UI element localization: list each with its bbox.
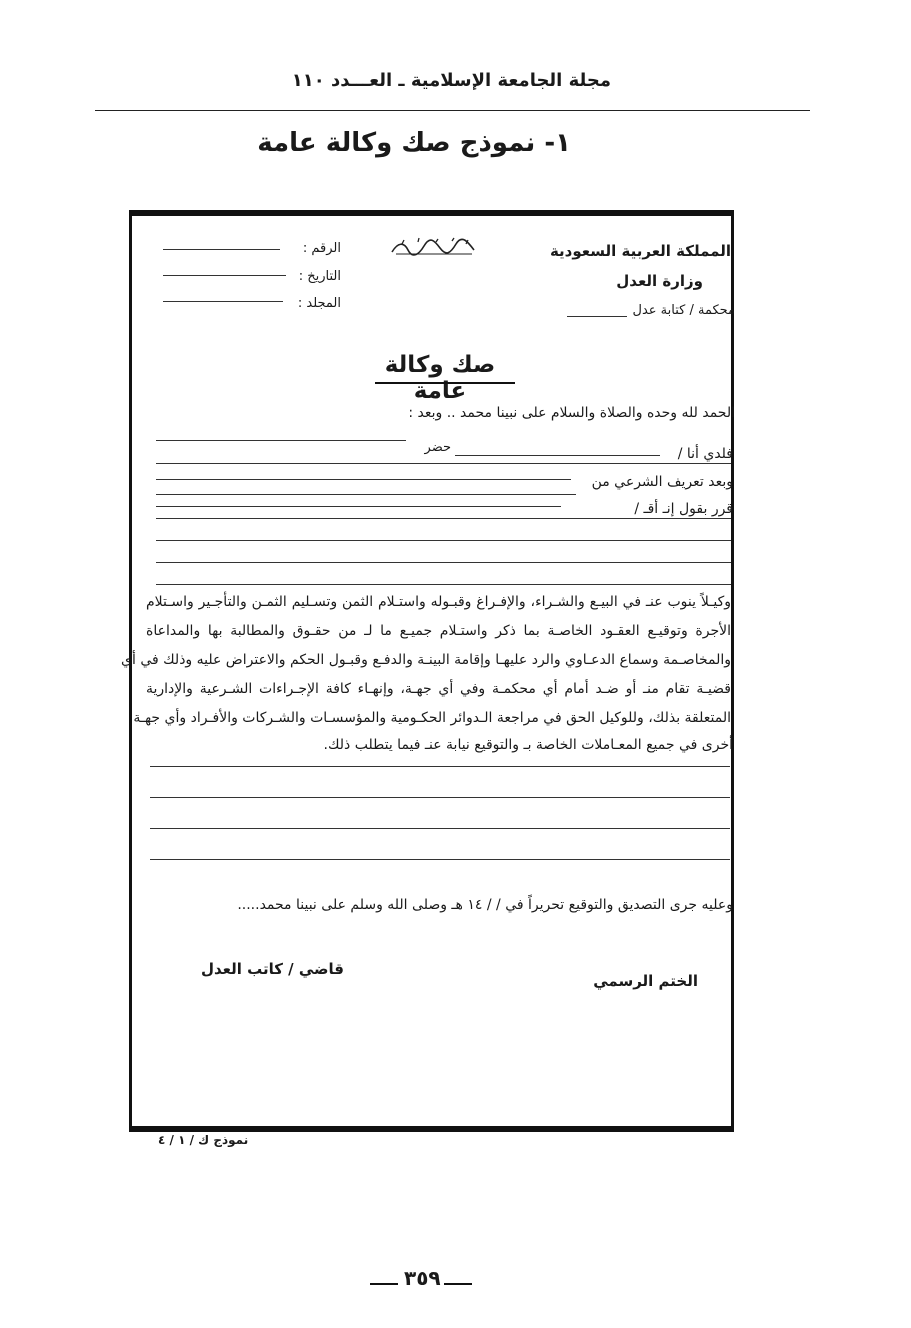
official-seal-label: الختم الرسمي (593, 972, 698, 990)
page-number-dash-right (444, 1283, 472, 1285)
number-blank-line (163, 249, 280, 250)
identify-line: وبعد تعريف الشرعي من (591, 474, 733, 490)
fill-line-2 (156, 479, 571, 480)
kingdom-label: المملكة العربية السعودية (549, 242, 731, 260)
ministry-label: وزارة العدل (616, 272, 703, 290)
body-line-3: والمخاصـمة وسماع الدعـاوي والرد عليهـا وإقامة البينـة والدفـع وقبـول الحكم والاعتراض عليه وذلك في أي (121, 652, 731, 668)
body-line-1: وكيـلاً ينوب عنـ في البيـع والشـراء، والإفـراغ وقبـوله واستـلام الثمن وتسـليم الثمـن والتأجـير واسـتلام (146, 594, 731, 610)
form-frame (121, 210, 734, 1132)
present-suffix: حضر (424, 440, 451, 455)
opening-line: الحمد لله وحده والصلاة والسلام على نبينا محمد .. وبعد : (408, 405, 735, 421)
basmala-ornament-icon (388, 236, 478, 258)
fill-line-4 (156, 506, 561, 507)
document-title: صك وكالة عامة (384, 352, 496, 404)
fill-line-11 (150, 828, 730, 829)
number-label: الرقم : (302, 241, 341, 256)
fill-line-6 (156, 540, 731, 541)
fill-line-1 (156, 463, 731, 464)
body-line-2: الأجرة وتوقيـع العقـود الخاصـة بما ذكر واستـلام جميـع ما لـ من حقـوق والمطالبة بها والمداعاة (146, 623, 731, 639)
declared-line: قرر بقول إنـ أقـ / (634, 501, 733, 517)
date-blank-line (163, 275, 286, 276)
closing-line: وعليه جرى التصديق والتوقيع تحريراً في / / ١٤ هـ وصلى الله وسلم على نبينا محمد..... (237, 897, 733, 913)
form-code: نموذج ك / ١ / ٤ (158, 1133, 249, 1147)
court-blank-line (567, 316, 627, 317)
fill-line-8 (156, 584, 731, 585)
judge-notary-label: قاضي / كاتب العدل (200, 960, 344, 978)
fill-line-3 (156, 494, 576, 495)
journal-header: مجلة الجامعة الإسلامية ـ العـــدد ١١٠ (291, 70, 611, 91)
volume-blank-line (163, 301, 283, 302)
fill-line-9 (150, 766, 730, 767)
page-number: ٣٥٩ (404, 1266, 441, 1290)
document-title-underline (375, 382, 515, 384)
present-prefix: فلدي أنا / (677, 446, 733, 462)
fill-line-10 (150, 797, 730, 798)
header-rule (95, 110, 810, 111)
page-number-dash-left (370, 1283, 398, 1285)
body-line-4: قضيـة تقام منـ أو ضـد أمام أي محكمـة وفي أي جهـة، وإنهـاء كافة الإجـراءات الشـرعية والإدارية (146, 681, 731, 697)
section-title: ١- نموذج صك وكالة عامة (257, 128, 571, 158)
fill-line-5 (156, 518, 731, 519)
attendee-blank-line (156, 440, 406, 441)
fill-line-12 (150, 859, 730, 860)
fill-line-7 (156, 562, 731, 563)
date-label: التاريخ : (298, 269, 341, 284)
body-line-5: المتعلقة بذلك، وللوكيل الحق في مراجعة الـدوائر الحكـومية والمؤسسـات والشـركات والأفـراد وأي جهـة (133, 710, 731, 726)
name-blank-line (455, 455, 660, 456)
body-last-line: أخرى في جميع المعـاملات الخاصة بـ والتوقيع نيابة عنـ فيما يتطلب ذلك. (323, 737, 733, 753)
volume-label: المجلد : (297, 296, 341, 311)
court-label: محكمة / كتابة عدل (632, 303, 735, 318)
